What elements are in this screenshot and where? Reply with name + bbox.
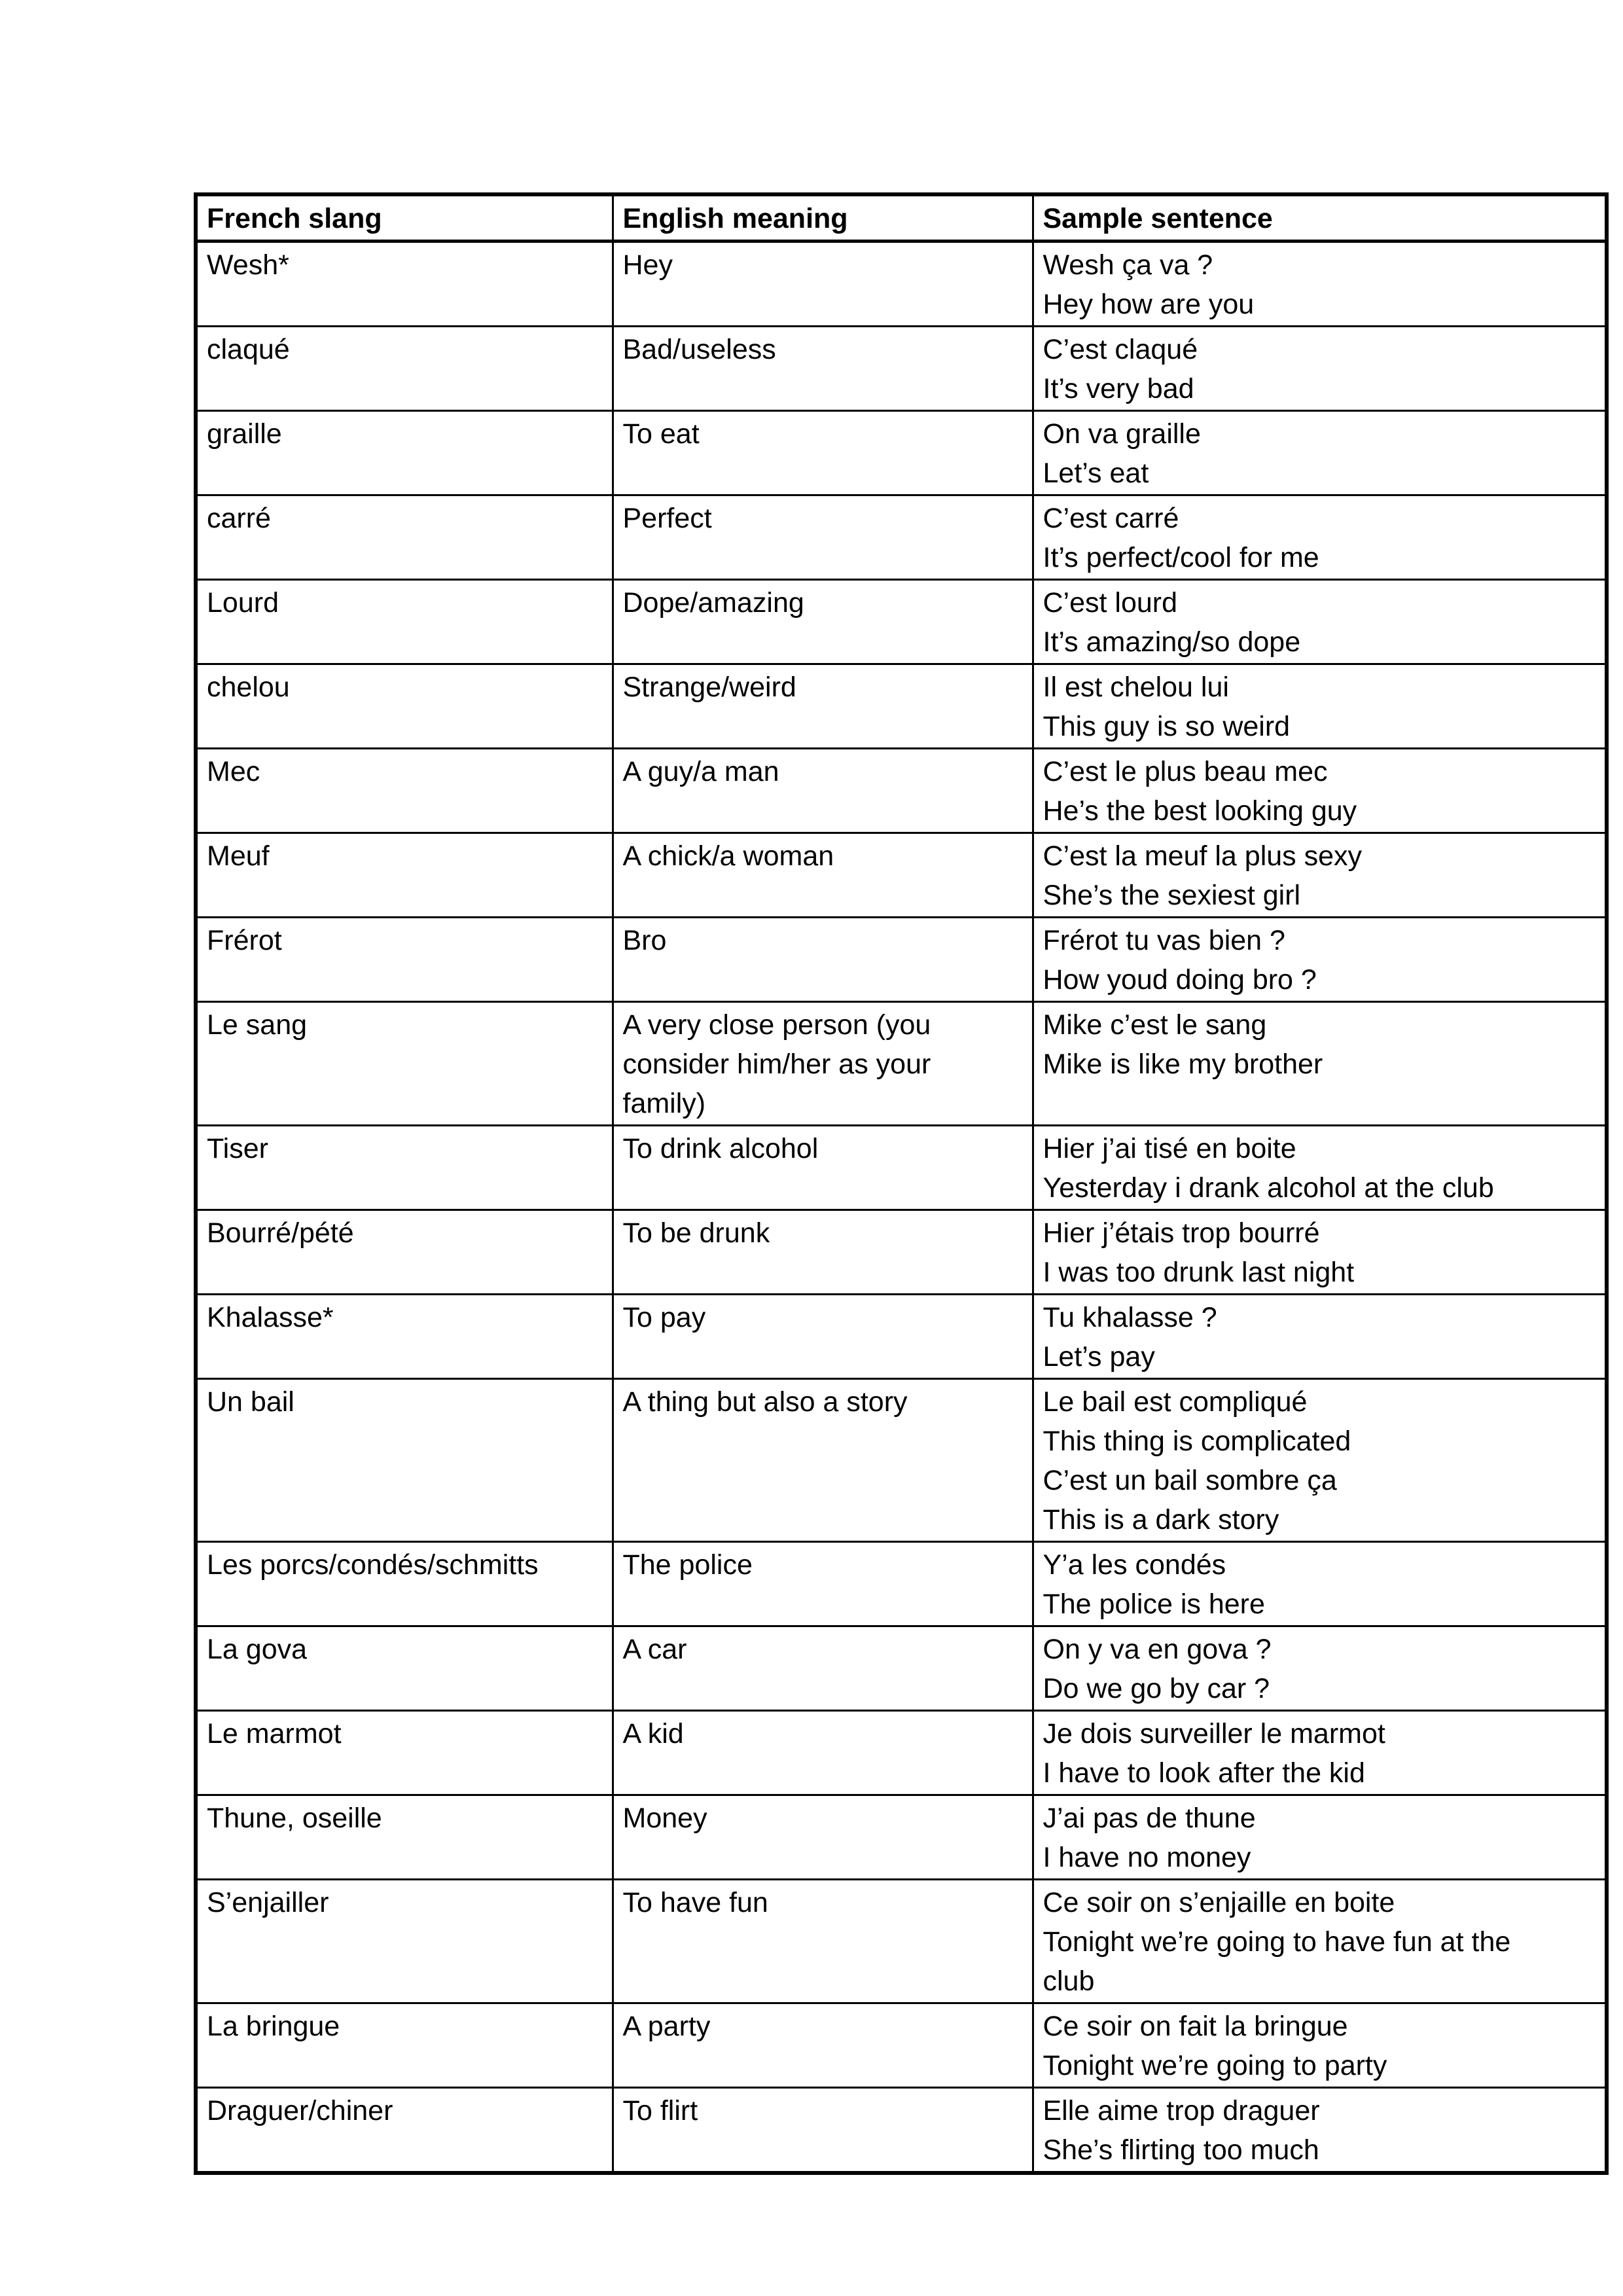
meaning-cell [613,1542,1033,1626]
text-line: This is a dark story [1043,1504,1279,1535]
table-row [196,1880,1607,2003]
text-line: claqué [207,334,290,365]
french-cell [196,749,613,833]
sample-cell [1033,918,1607,1002]
sample-cell [1033,1626,1607,1711]
text-line: Tonight we’re going to party [1043,2050,1387,2081]
sample-cell [1033,580,1607,664]
text-line: A chick/a woman [622,840,834,872]
text-line: Perfect [622,503,712,534]
french-cell [196,2003,613,2088]
header-row [196,194,1607,242]
text-line: To drink alcohol [622,1133,819,1164]
table-row [196,327,1607,411]
table-row [196,1711,1607,1795]
text-line: Let’s pay [1043,1341,1155,1372]
text-line: family) [622,1088,706,1119]
text-line: This guy is so weird [1043,711,1291,742]
sample-cell [1033,2003,1607,2088]
table-row [196,1795,1607,1880]
text-line: consider him/her as your [622,1049,931,1080]
table-row [196,1002,1607,1126]
sample-cell [1033,2088,1607,2174]
sample-cell [1033,664,1607,749]
french-cell [196,1379,613,1542]
text-line: A thing but also a story [622,1386,908,1418]
text-line: A car [622,1634,687,1665]
sample-cell [1033,411,1607,495]
table-row [196,411,1607,495]
text-line: To be drunk [622,1217,770,1249]
text-line: Mec [207,756,260,787]
french-cell [196,2088,613,2174]
sample-cell [1033,1210,1607,1295]
french-cell [196,1626,613,1711]
table-row [196,242,1607,327]
text-line: club [1043,1965,1095,1997]
text-line: This thing is complicated [1043,1426,1351,1457]
text-line: Dope/amazing [622,587,804,619]
sample-cell [1033,1711,1607,1795]
french-cell [196,1795,613,1880]
sample-cell [1033,833,1607,918]
text-line: How youd doing bro ? [1043,964,1317,996]
text-line: Le sang [207,1009,308,1041]
sample-cell [1033,749,1607,833]
meaning-cell [613,327,1033,411]
french-cell [196,833,613,918]
text-line: She’s flirting too much [1043,2134,1319,2166]
meaning-cell [613,495,1033,580]
text-line: Mike is like my brother [1043,1049,1323,1080]
french-cell [196,1210,613,1295]
text-line: Les porcs/condés/schmitts [207,1549,539,1581]
text-line: Hey [622,249,673,281]
table-row [196,1626,1607,1711]
text-line: Le marmot [207,1718,342,1749]
text-line: Do we go by car ? [1043,1673,1270,1704]
meaning-cell [613,1210,1033,1295]
french-cell [196,1711,613,1795]
meaning-cell [613,1295,1033,1379]
meaning-cell [613,2003,1033,2088]
french-cell [196,242,613,327]
french-cell [196,1002,613,1126]
text-line: Khalasse* [207,1302,334,1333]
text-line: Bourré/pété [207,1217,354,1249]
text-line: La gova [207,1634,308,1665]
text-line: A kid [622,1718,684,1749]
text-line: It’s very bad [1043,373,1194,404]
french-cell [196,1542,613,1626]
text-line: Strange/weird [622,672,796,703]
text-line: C’est carré [1043,503,1179,534]
meaning-cell [613,1626,1033,1711]
text-line: Frérot tu vas bien ? [1043,925,1285,956]
sample-cell [1033,1880,1607,2003]
text-line: Bad/useless [622,334,776,365]
text-line: Let’s eat [1043,457,1149,489]
text-line: Ce soir on s’enjaille en boite [1043,1887,1395,1918]
text-line: Le bail est compliqué [1043,1386,1308,1418]
header-english-meaning: English meaning [613,194,1033,242]
french-cell [196,664,613,749]
sample-cell [1033,1002,1607,1126]
table-row [196,580,1607,664]
text-line: I have to look after the kid [1043,1757,1365,1789]
text-line: To have fun [622,1887,768,1918]
table-row [196,2003,1607,2088]
text-line: S’enjailler [207,1887,329,1918]
table-row [196,495,1607,580]
meaning-cell [613,1379,1033,1542]
text-line: Un bail [207,1386,294,1418]
text-line: Yesterday i drank alcohol at the club [1043,1172,1494,1204]
meaning-cell [613,1711,1033,1795]
text-line: Wesh* [207,249,289,281]
text-line: carré [207,503,271,534]
french-cell [196,918,613,1002]
table-row [196,1542,1607,1626]
text-line: La bringue [207,2011,340,2042]
meaning-cell [613,580,1033,664]
text-line: Je dois surveiller le marmot [1043,1718,1385,1749]
text-line: Mike c’est le sang [1043,1009,1267,1041]
text-line: Tiser [207,1133,268,1164]
text-line: Lourd [207,587,279,619]
text-line: Meuf [207,840,270,872]
french-cell [196,327,613,411]
table-row [196,1379,1607,1542]
text-line: Hey how are you [1043,289,1255,320]
text-line: chelou [207,672,290,703]
sample-cell [1033,327,1607,411]
text-line: C’est le plus beau mec [1043,756,1328,787]
text-line: On y va en gova ? [1043,1634,1272,1665]
sample-cell [1033,1295,1607,1379]
meaning-cell [613,1880,1033,2003]
meaning-cell [613,833,1033,918]
slang-table [194,192,1609,2175]
text-line: He’s the best looking guy [1043,795,1357,827]
table-row [196,749,1607,833]
text-line: It’s perfect/cool for me [1043,542,1319,573]
table-row [196,1126,1607,1210]
header-sample-sentence: Sample sentence [1033,194,1607,242]
meaning-cell [613,1126,1033,1210]
text-line: To pay [622,1302,706,1333]
meaning-cell [613,918,1033,1002]
text-line: C’est lourd [1043,587,1178,619]
header-french-slang: French slang [196,194,613,242]
text-line: On va graille [1043,418,1201,450]
text-line: I have no money [1043,1842,1251,1873]
table-header [196,194,1607,242]
table-row [196,664,1607,749]
sample-cell [1033,1542,1607,1626]
text-line: Thune, oseille [207,1803,382,1834]
french-cell [196,1880,613,2003]
text-line: J’ai pas de thune [1043,1803,1256,1834]
text-line: Hier j’ai tisé en boite [1043,1133,1296,1164]
text-line: A guy/a man [622,756,779,787]
text-line: The police is here [1043,1588,1265,1620]
text-line: To flirt [622,2095,698,2126]
table-row [196,918,1607,1002]
meaning-cell [613,749,1033,833]
french-cell [196,1126,613,1210]
text-line: Bro [622,925,667,956]
meaning-cell [613,2088,1033,2174]
sample-cell [1033,1379,1607,1542]
text-line: Tonight we’re going to have fun at the [1043,1926,1511,1958]
text-line: Elle aime trop draguer [1043,2095,1320,2126]
text-line: I was too drunk last night [1043,1257,1355,1288]
french-cell [196,1295,613,1379]
text-line: C’est la meuf la plus sexy [1043,840,1363,872]
meaning-cell [613,1002,1033,1126]
text-line: Wesh ça va ? [1043,249,1213,281]
sample-cell [1033,495,1607,580]
french-cell [196,495,613,580]
meaning-cell [613,411,1033,495]
meaning-cell [613,242,1033,327]
table-row [196,1210,1607,1295]
meaning-cell [613,664,1033,749]
text-line: Draguer/chiner [207,2095,393,2126]
text-line: graille [207,418,282,450]
table-body [196,242,1607,2174]
text-line: Ce soir on fait la bringue [1043,2011,1348,2042]
text-line: Il est chelou lui [1043,672,1229,703]
text-line: A party [622,2011,711,2042]
french-cell [196,411,613,495]
table-row [196,833,1607,918]
table-row [196,2088,1607,2174]
text-line: Y’a les condés [1043,1549,1226,1581]
text-line: The police [622,1549,753,1581]
table-row [196,1295,1607,1379]
sample-cell [1033,1795,1607,1880]
text-line: C’est un bail sombre ça [1043,1465,1337,1496]
text-line: It’s amazing/so dope [1043,626,1301,658]
text-line: C’est claqué [1043,334,1198,365]
text-line: Hier j’étais trop bourré [1043,1217,1320,1249]
sample-cell [1033,242,1607,327]
sample-cell [1033,1126,1607,1210]
text-line: A very close person (you [622,1009,931,1041]
text-line: To eat [622,418,700,450]
text-line: She’s the sexiest girl [1043,880,1301,911]
french-cell [196,580,613,664]
text-line: Frérot [207,925,282,956]
text-line: Money [622,1803,707,1834]
meaning-cell [613,1795,1033,1880]
text-line: Tu khalasse ? [1043,1302,1217,1333]
